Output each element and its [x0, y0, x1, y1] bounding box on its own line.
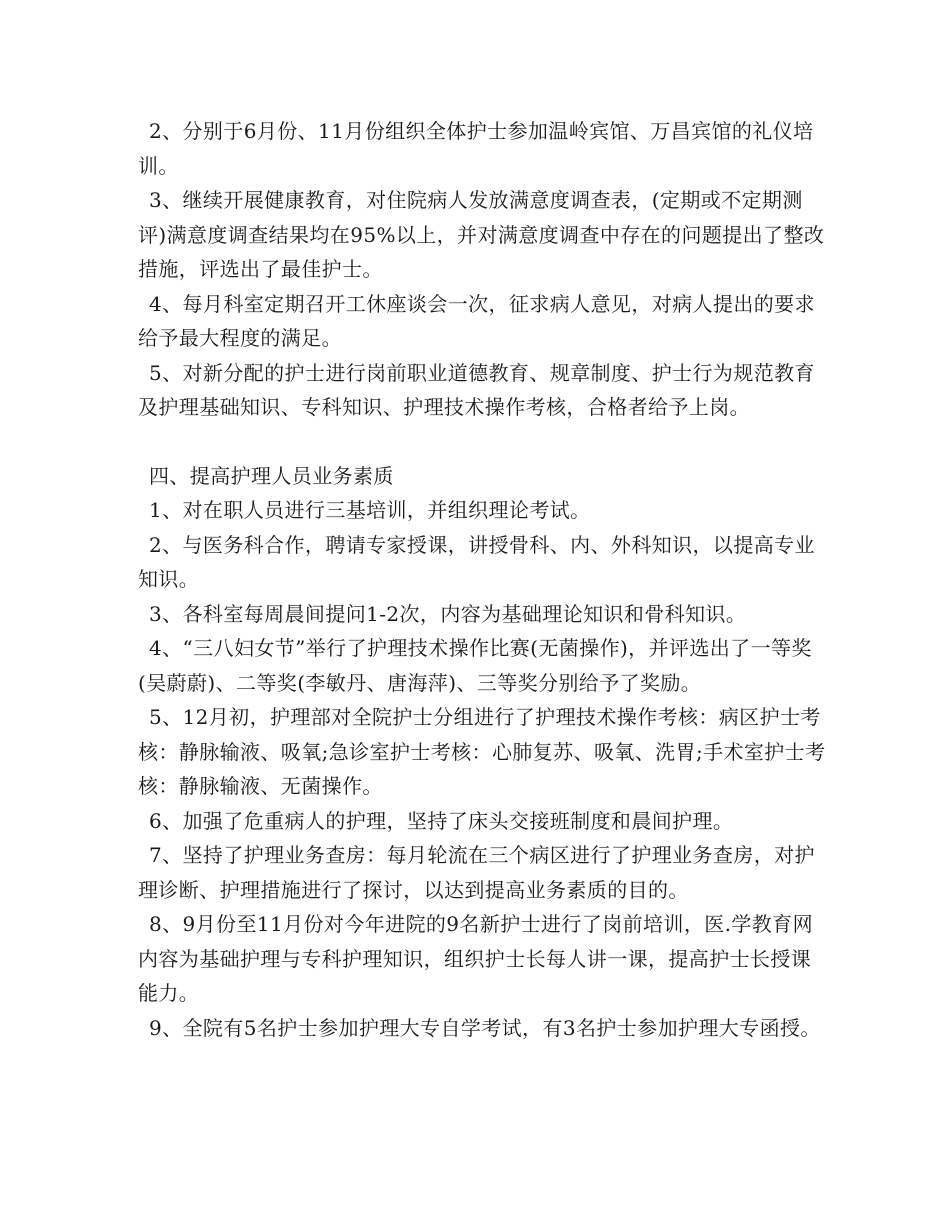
section-spacer [138, 425, 828, 459]
paragraph-3-4: 4、每月科室定期召开工休座谈会一次，征求病人意见，对病人提出的要求给予最大程度的满足。 [138, 291, 815, 350]
paragraph-3-5: 5、对新分配的护士进行岗前职业道德教育、规章制度、护士行为规范教育及护理基础知识、专科知识、护理技术操作考核，合格者给予上岗。 [138, 360, 815, 419]
paragraph-4-1: 1、对在职人员进行三基培训，并组织理论考试。 [149, 498, 591, 522]
paragraph-4-9: 9、全院有5名护士参加护理大专自学考试，有3名护士参加护理大专函授。 [149, 1015, 821, 1040]
paragraph-4-7: 7、坚持了护理业务查房：每月轮流在三个病区进行了护理业务查房，对护理诊断、护理措施进行了探讨，以达到提高业务素质的目的。 [138, 843, 815, 902]
paragraph-3-2: 2、分别于6月份、11月份组织全体护士参加温岭宾馆、万昌宾馆的礼仪培训。 [138, 119, 814, 178]
paragraph-4-8: 8、9月份至11月份对今年进院的9名新护士进行了岗前培训，医.学教育网内容为基础护理与专科护理知识，组织护士长每人讲一课，提高护士长授课能力。 [138, 912, 813, 1005]
paragraph-4-6: 6、加强了危重病人的护理，坚持了床头交接班制度和晨间护理。 [149, 808, 734, 833]
paragraph-3-3: 3、继续开展健康教育，对住院病人发放满意度调查表，(定期或不定期测评)满意度调查结果均在95%以上，并对满意度调查中存在的问题提出了整改措施，评选出了最佳护士。 [138, 188, 825, 281]
paragraph-4-5: 5、12月初，护理部对全院护士分组进行了护理技术操作考核：病区护士考核：静脉输液、吸氧;急诊室护士考核：心肺复苏、吸氧、洗胃;手术室护士考核：静脉输液、无菌操作。 [138, 705, 826, 798]
paragraph-4-4: 4、“三八妇女节”举行了护理技术操作比赛(无菌操作)，并评选出了一等奖(吴蔚蔚)、二等奖(李敏丹、唐海萍)、三等奖分别给予了奖励。 [138, 636, 812, 695]
document-body [138, 114, 828, 1045]
paragraph-4-2: 2、与医务科合作，聘请专家授课，讲授骨科、内、外科知识，以提高专业知识。 [138, 532, 815, 591]
section-4-heading: 四、提高护理人员业务素质 [149, 463, 394, 488]
paragraph-4-3: 3、各科室每周晨间提问1-2次，内容为基础理论知识和骨科知识。 [149, 601, 747, 626]
